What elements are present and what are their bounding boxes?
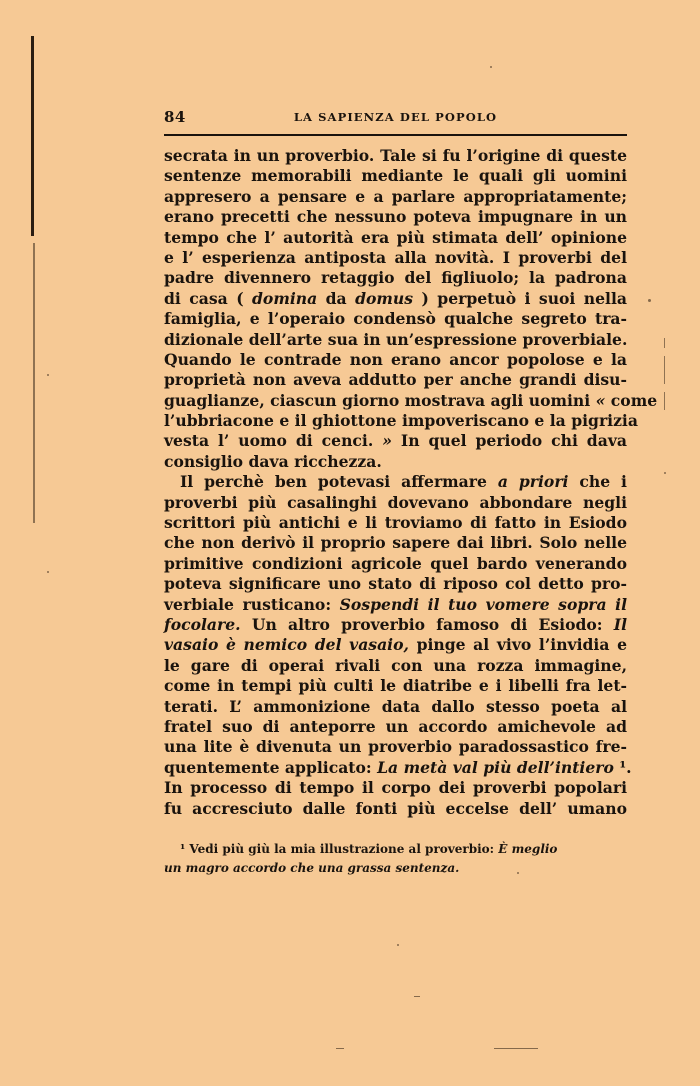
body-line — [164, 431, 627, 451]
page-header — [164, 108, 627, 130]
text-segment: verbiale rusticano: — [164, 594, 340, 614]
body-line: che non derivò il proprio sapere dai libri. Solo nelle — [164, 533, 627, 553]
body-line: terati. L’ ammonizione data dallo stesso poeta al — [164, 696, 627, 716]
body-line — [164, 289, 627, 309]
italic-phrase: Il — [613, 614, 627, 634]
text-segment: da — [317, 288, 356, 308]
italic-phrase: « — [595, 390, 606, 410]
text-segment: guaglianze, ciascun giorno mostrava agli uomini — [164, 390, 596, 410]
body-text — [164, 146, 658, 819]
italic-phrase: un magro accordo che una grassa sentenza. — [164, 861, 460, 875]
italic-phrase: La metà val più dell’intiero — [377, 757, 614, 777]
body-line: fratel suo di anteporre un accordo amichevole ad — [164, 716, 627, 736]
body-line — [164, 615, 627, 635]
text-segment: ¹. — [613, 757, 632, 777]
page-number: 84 — [164, 108, 186, 126]
body-line: tempo che l’ autorità era più stimata dell’ opinione — [164, 227, 627, 247]
footnote-line — [164, 859, 627, 878]
body-line — [164, 757, 632, 778]
header-rule — [164, 134, 627, 136]
page-binding-shadow — [33, 243, 35, 523]
body-line: padre divennero retaggio del figliuolo; la padrona — [164, 268, 627, 288]
body-line — [164, 595, 627, 615]
text-segment: In quel periodo chi dava — [391, 431, 627, 451]
body-line: secrata in un proverbio. Tale si fu l’origine di queste — [164, 146, 627, 165]
italic-phrase: domus — [355, 288, 414, 308]
body-line — [164, 635, 627, 655]
text-segment: di casa ( — [164, 288, 253, 308]
italic-phrase: a priori — [497, 472, 569, 492]
running-title: LA SAPIENZA DEL POPOLO — [293, 110, 498, 124]
scan-speck — [648, 299, 651, 302]
scan-speck — [47, 374, 49, 376]
body-line: poteva significare uno stato di riposo col detto pro- — [164, 574, 627, 594]
body-line: fu accresciuto dalle fonti più eccelse dell’ umano — [164, 798, 627, 818]
text-segment: Un altro proverbio famoso di Esiodo: — [240, 614, 614, 634]
body-line: sentenze memorabili mediante le quali gli uomini — [164, 166, 627, 186]
body-line: In processo di tempo il corpo dei proverbi popolari — [164, 778, 627, 798]
text-segment: pinge al vivo l’invidia e — [408, 635, 627, 655]
body-line: scrittori più antichi e li troviamo di fatto in Esiodo — [164, 513, 627, 533]
text-segment: ¹ Vedi più giù la mia illustrazione al proverbio: — [180, 842, 499, 856]
body-line: primitive condizioni agricole quel bardo venerando — [164, 553, 627, 573]
scan-mark — [664, 392, 665, 410]
text-segment: quentemente applicato: — [164, 757, 378, 777]
scan-mark — [664, 338, 665, 348]
body-line: erano precetti che nessuno poteva impugnare in un — [164, 207, 627, 227]
text-segment: ) perpetuò i suoi nella — [413, 288, 628, 308]
scan-mark — [494, 1048, 538, 1049]
scan-mark — [414, 996, 420, 997]
scan-speck — [397, 944, 399, 946]
italic-phrase: » — [382, 431, 392, 451]
italic-phrase: È meglio — [498, 842, 558, 856]
body-line: proprietà non aveva addutto per anche grandi disu- — [164, 370, 627, 390]
scan-mark — [664, 356, 665, 384]
text-segment: vesta l’ uomo di cenci. — [164, 431, 383, 451]
body-line: consiglio dava ricchezza. — [164, 451, 382, 471]
body-line: proverbi più casalinghi dovevano abbondare negli — [164, 492, 627, 512]
body-line — [164, 472, 627, 492]
italic-phrase: focolare. — [164, 614, 241, 634]
body-line: come in tempi più culti le diatribe e i libelli fra let- — [164, 676, 627, 696]
page-binding-edge — [31, 36, 34, 236]
text-segment: che i — [568, 472, 627, 492]
body-line: Quando le contrade non erano ancor popolose e la — [164, 349, 627, 369]
body-line: dizionale dell’arte sua in un’espressione proverbiale. — [164, 329, 628, 349]
body-line — [164, 390, 658, 411]
scan-speck — [47, 571, 49, 573]
italic-phrase: vasaio è nemico del vasaio, — [164, 635, 409, 655]
body-line: una lite è divenuta un proverbio paradossastico fre- — [164, 737, 627, 757]
scan-speck — [664, 472, 666, 474]
italic-phrase: Sospendi il tuo vomere sopra il — [339, 594, 627, 614]
body-line: appresero a pensare e a parlare appropriatamente; — [164, 186, 627, 206]
scan-speck — [490, 66, 492, 68]
text-segment: come — [605, 390, 658, 410]
body-line: l’ubbriacone e il ghiottone impoveriscano e la pigrizia — [164, 411, 638, 431]
italic-phrase: domina — [252, 288, 318, 308]
scan-mark — [336, 1048, 344, 1049]
footnote-line — [164, 840, 627, 859]
body-line: le gare di operai rivali con una rozza immagine, — [164, 655, 627, 675]
body-line: e l’ esperienza antiposta alla novità. I proverbi del — [164, 247, 627, 267]
footnote — [164, 840, 627, 878]
text-segment: Il perchè ben potevasi affermare — [180, 472, 498, 492]
body-line: famiglia, e l’operaio condensò qualche segreto tra- — [164, 309, 627, 329]
